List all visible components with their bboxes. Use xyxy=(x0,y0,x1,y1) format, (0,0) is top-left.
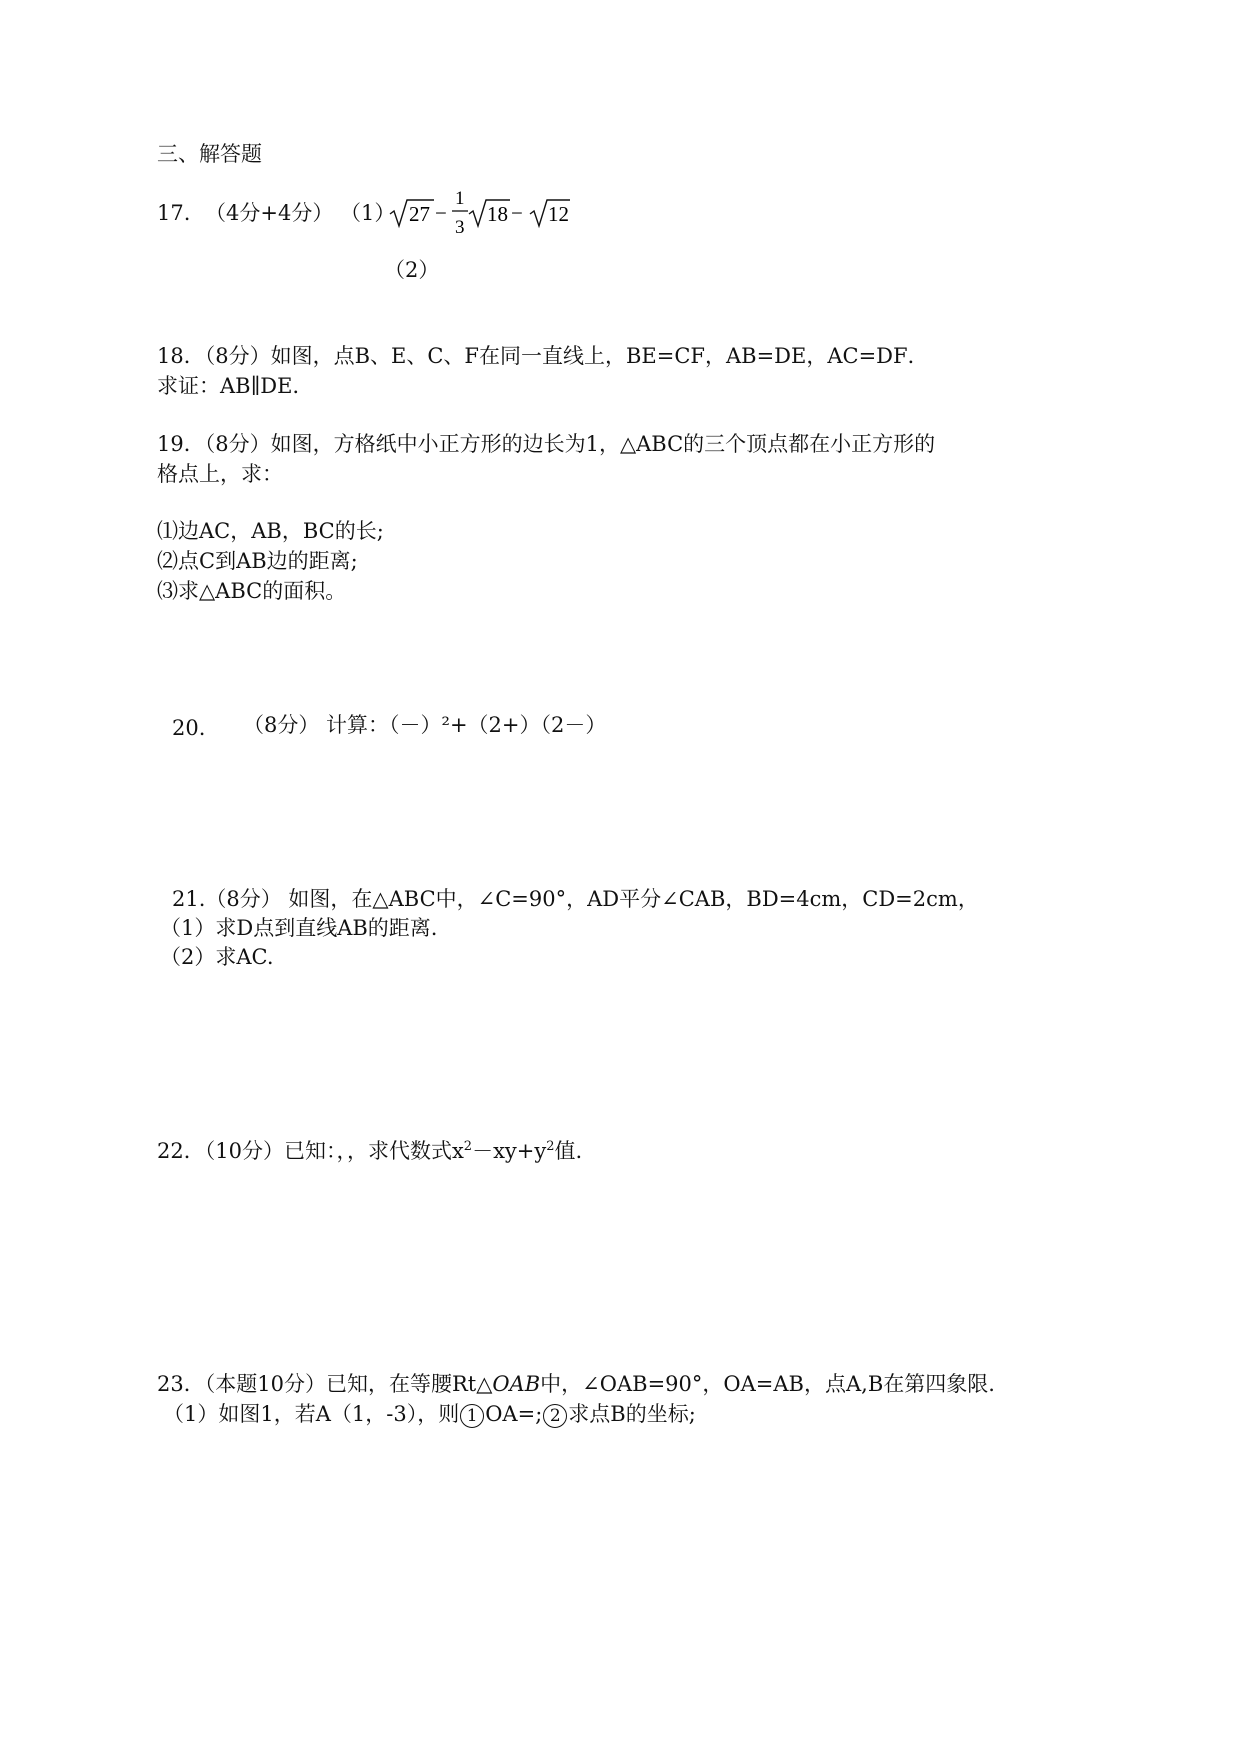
q23-line2-suffix: 求点B的坐标; xyxy=(568,1402,696,1426)
q17-part1-label: （1） xyxy=(340,201,396,225)
q23-line1 xyxy=(157,1370,995,1398)
q17-sqrt-a: 27 xyxy=(409,202,430,226)
q19-sub2: ⑵点C到AB边的距离; xyxy=(157,549,358,573)
q19-line1: 19．（8分）如图，方格纸中小正方形的边长为1，△ABC的三个顶点都在小正方形的 xyxy=(157,432,936,456)
q23-oab: OAB xyxy=(492,1372,541,1396)
q22-exp1: 2 xyxy=(463,1139,473,1154)
q23-suffix: 中，∠OAB=90°，OA=AB，点A,B在第四象限. xyxy=(540,1372,995,1396)
q20-number: 20. xyxy=(172,716,206,740)
q17-number: 17. xyxy=(157,201,191,225)
q22-exp2: 2 xyxy=(546,1139,555,1154)
q23-prefix: 23．（本题10分）已知，在等腰Rt△ xyxy=(157,1372,493,1396)
q17-part1-expression xyxy=(388,180,578,244)
q18-line1: 18．（8分）如图，点B、E、C、F在同一直线上，BE=CF，AB=DE，AC=DF． xyxy=(157,344,929,368)
q22-mid: －xy+y xyxy=(472,1139,547,1163)
q23-line2-mid: OA=; xyxy=(485,1402,543,1426)
q17-minus-1: − xyxy=(435,201,447,225)
q17-frac-den: 3 xyxy=(455,217,465,238)
q21-line1: 21.（8分） 如图，在△ABC中，∠C=90°，AD平分∠CAB，BD=4cm，CD=2cm， xyxy=(172,887,979,911)
q21-line2: （1）求D点到直线AB的距离. xyxy=(160,916,438,940)
q18-line2: 求证：AB∥DE． xyxy=(157,374,314,398)
q19-sub1: ⑴边AC，AB，BC的长; xyxy=(157,519,384,543)
q22-prefix: 22．（10分）已知：，，求代数式x xyxy=(157,1139,464,1163)
q17-points: （4分+4分） xyxy=(205,201,334,225)
section-title: 三、解答题 xyxy=(157,142,262,166)
q20-text: （8分） 计算：（－）²+（2+）（2－） xyxy=(243,713,607,737)
q19-sub3: ⑶求△ABC的面积。 xyxy=(157,579,347,603)
circled-number-2: 2 xyxy=(543,1404,567,1428)
q17-frac-num: 1 xyxy=(455,188,465,209)
q17-sqrt-b: 18 xyxy=(487,202,508,226)
q19-line2: 格点上，求： xyxy=(157,462,283,486)
q21-line3: （2）求AC. xyxy=(160,945,274,969)
q17-sqrt-c: 12 xyxy=(548,202,569,226)
q17-part2-label: （2） xyxy=(384,258,440,282)
q22-suffix: 值. xyxy=(554,1139,583,1163)
q23-line2 xyxy=(163,1400,696,1428)
q23-line2-prefix: （1）如图1，若A（1，-3），则 xyxy=(163,1402,460,1426)
q22-text xyxy=(157,1137,582,1165)
q17-minus-2: − xyxy=(511,201,523,225)
circled-number-1: 1 xyxy=(460,1404,484,1428)
